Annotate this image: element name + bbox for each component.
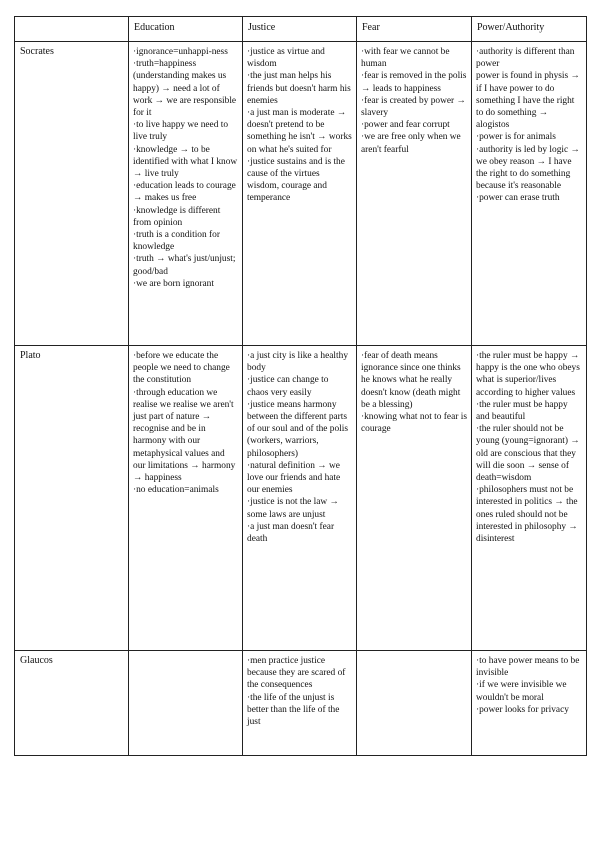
cell-plato-education [129,346,243,651]
note-line: ·power looks for privacy [476,704,569,715]
note-line: ·justice means harmony between the different parts of our soul and of the polis (workers, warriors, philosophers) [247,399,349,459]
note-line: ·to live happy we need to live truly [133,120,229,143]
header-power-authority: Power/Authority [472,17,587,42]
note-line: ·fear is removed in the polis → leads to happiness [361,71,467,94]
note-line: ·truth → what's just/unjust; good/bad [133,254,236,277]
cell-glaucos-education [129,651,243,756]
note-line: ·justice can change to chaos very easily [247,375,329,398]
table-row-glaucos [15,651,587,756]
note-line: ·power is for animals [476,132,556,143]
note-line: ·a just city is like a healthy body [247,351,349,374]
note-line: ·fear is created by power → slavery [361,95,466,119]
row-label-socrates: Socrates [15,42,129,346]
note-line: ·the ruler must be happy and beautiful [476,399,568,423]
note-line: ·truth=happiness (understanding makes us happy) → need a lot of work → we are responsible for it [133,59,237,119]
note-line: ·we are free only when we aren't fearful [361,132,461,155]
note-line: ·knowledge → to be identified with what I know → live truly [133,144,238,180]
note-line: ·no education=animals [133,485,219,496]
note-line: ·to have power means to be invisible [476,656,580,679]
header-row [15,17,587,42]
note-line: ·with fear we cannot be human [361,47,450,70]
note-line: ·natural definition → we love our friends and hate our enemies [247,460,341,496]
note-line: ·authority is led by logic → we obey reason → I have the right to do something because it's reasonable [476,144,580,192]
note-line: ·a just man doesn't fear death [247,521,335,545]
note-line: ·authority is different than power [476,47,575,70]
note-line: ·if we were invisible we wouldn't be moral [476,680,567,703]
note-line: ·before we educate the people we need to change the constitution [133,351,230,386]
cell-socrates-education [129,42,243,346]
cell-socrates-fear [357,42,472,346]
note-line: ·justice sustains and is the cause of the virtues wisdom, courage and temperance [247,156,345,204]
note-line: ·ignorance=unhappi-ness [133,47,228,57]
header-fear: Fear [357,17,472,42]
note-line: ·truth is a condition for knowledge [133,230,220,253]
row-label-plato: Plato [15,346,129,651]
cell-glaucos-power-authority [472,651,587,756]
cell-socrates-justice [243,42,357,346]
note-line: ·knowledge is different from opinion [133,205,221,228]
note-line: ·knowing what not to fear is courage [361,412,467,435]
row-label-glaucos: Glaucos [15,651,129,756]
note-line: ·philosophers must not be interested in politics → the ones ruled should not be interested in philosophy → disinterest [476,485,578,545]
header-corner-cell [15,17,129,42]
note-line: ·the ruler must be happy → happy is the one who obeys what is superior/lives according to higher values [476,351,580,398]
table-row-plato [15,346,587,651]
note-line: ·power can erase truth [476,193,560,204]
cell-glaucos-justice [243,651,357,756]
cell-plato-justice [243,346,357,651]
note-line: ·a just man is moderate → doesn't pretend to be something he isn't → works on what he's suited for [247,108,352,155]
note-line: ·fear of death means ignorance since one thinks he knows what he really doesn't know (death might be a blessing) [361,351,461,410]
header-education: Education [129,17,243,42]
comparison-table [14,16,587,756]
note-line: ·we are born ignorant [133,278,214,289]
note-line: ·the ruler should not be young (young=ignorant) → old are conscious that they will die soon → sense of death=wisdom [476,424,580,484]
note-line: power is found in physis → if I have power to do something I have the right to do something → alogistos [476,71,580,131]
note-line: ·men practice justice because they are scared of the consequences [247,656,346,691]
note-line: ·justice is not the law → some laws are unjust [247,497,339,520]
table-row-socrates [15,42,587,346]
note-line: ·education leads to courage → makes us free [133,181,236,204]
cell-socrates-power-authority [472,42,587,346]
header-justice: Justice [243,17,357,42]
note-line: ·justice as virtue and wisdom [247,47,325,70]
cell-glaucos-fear [357,651,472,756]
note-line: ·the life of the unjust is better than the life of the just [247,692,340,728]
note-line: ·the just man helps his friends but doesn't harm his enemies [247,71,351,106]
cell-plato-fear [357,346,472,651]
cell-plato-power-authority [472,346,587,651]
note-line: ·through education we realise we realise we aren't just part of nature → recognise and be in harmony with our metaphysical values and our limitations → harmony → happiness [133,387,236,484]
note-line: ·power and fear corrupt [361,120,450,131]
